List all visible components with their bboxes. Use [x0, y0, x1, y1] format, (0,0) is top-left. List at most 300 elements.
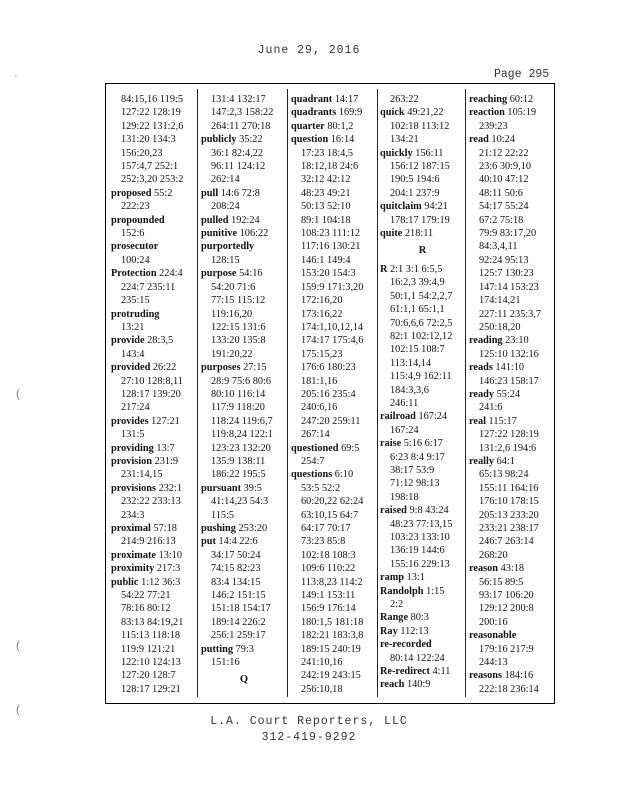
reference-continuation: 146:1 149:4 [301, 254, 351, 266]
page-line-reference: 43:18 [500, 563, 525, 575]
index-entry [111, 415, 197, 428]
index-entry [380, 263, 465, 276]
reference-continuation: 176:6 180:23 [301, 362, 356, 374]
page-line-reference: 4:11 [432, 666, 451, 678]
index-entry [201, 133, 287, 146]
reference-continuation: 231:14,15 [121, 469, 163, 481]
margin-mark: ( [16, 640, 20, 652]
page-line-reference: 169:9 [338, 107, 363, 119]
index-term: put [201, 536, 216, 548]
index-entry [201, 361, 287, 374]
reference-continuation: 191:20,22 [211, 348, 253, 360]
reference-continuation: 83:4 134:15 [211, 576, 261, 588]
reference-continuation: 143:4 [121, 348, 145, 360]
index-term: putting [201, 643, 234, 655]
page-line-reference: 16:14 [330, 134, 355, 146]
index-term: Range [380, 612, 409, 624]
reference-continuation: 247:20 259:11 [301, 415, 361, 427]
reference-continuation: 173:16,22 [301, 308, 343, 320]
index-term: quitclaim [380, 201, 422, 213]
reference-continuation: 48:23 49:21 [301, 187, 351, 199]
index-term: proximate [111, 549, 156, 561]
index-term: provision [111, 455, 153, 467]
reference-continuation: 235:15 [121, 295, 150, 307]
index-term: reasonable [469, 630, 517, 642]
reference-continuation: 125:7 130:23 [479, 268, 534, 280]
reference-continuation: 250:18,20 [479, 321, 521, 333]
page-line-reference: 232:1 [158, 482, 183, 494]
reference-continuation: 119:9 121:21 [121, 643, 176, 655]
index-term: propounded [111, 214, 165, 226]
index-entry [380, 106, 465, 119]
reference-continuation: 84:15,16 119:5 [121, 94, 183, 105]
reference-continuation: 239:23 [479, 120, 508, 132]
index-entry [469, 106, 554, 119]
index-term: purpose [201, 268, 237, 280]
index-term: pull [201, 187, 219, 199]
page-line-reference: 80:1,2 [327, 120, 354, 132]
index-entry [111, 240, 197, 253]
index-term: real [469, 415, 486, 427]
page-line-reference: 14:4 22:6 [218, 536, 258, 548]
reference-continuation: 224:7 235:11 [121, 281, 176, 293]
reference-continuation: 222:18 236:14 [479, 683, 539, 693]
reference-continuation: 190:5 194:6 [390, 174, 440, 186]
reference-continuation: 60:20,22 62:24 [301, 496, 364, 508]
index-entry [380, 665, 465, 678]
reference-continuation: 6:23 8:4 9:17 [390, 451, 445, 463]
reference-continuation: 119:8,24 122:1 [211, 429, 273, 441]
reference-continuation: 204:1 237:9 [390, 187, 440, 199]
reference-continuation: 264:11 270:18 [211, 120, 271, 132]
index-entry [111, 522, 197, 535]
page-line-reference: 14:6 72:8 [220, 187, 260, 199]
reference-continuation: 205:16 235:4 [301, 388, 356, 400]
index-entry [201, 535, 287, 548]
index-term: prosecutor [111, 241, 159, 253]
reference-continuation: 151:18 154:17 [211, 603, 271, 615]
section-letter: Q [239, 674, 249, 686]
reference-continuation: 122:15 131:6 [211, 321, 266, 333]
page-date-header: June 29, 2016 [257, 44, 361, 57]
reference-continuation: 129:12 200:8 [479, 603, 534, 615]
index-entry [111, 576, 197, 589]
page-line-reference: 69:5 [341, 442, 360, 454]
reference-continuation: 234:3 [121, 509, 145, 521]
page-line-reference: 64:1 [496, 455, 515, 467]
index-term: provide [111, 335, 145, 347]
index-term: Protection [111, 268, 157, 280]
index-term: providing [111, 442, 154, 454]
index-entry [201, 214, 287, 227]
reference-continuation: 21:12 22:22 [479, 147, 529, 159]
reference-continuation: 217:24 [121, 402, 150, 414]
reference-continuation: 32:12 42:12 [301, 174, 351, 186]
reference-continuation: 63:10,15 64:7 [301, 509, 359, 521]
reference-continuation: 80:14 122:24 [390, 652, 445, 664]
index-term: raised [380, 505, 407, 517]
index-entry [291, 133, 377, 146]
index-entry [111, 482, 197, 495]
index-term: quick [380, 107, 405, 119]
page-line-reference: 105:19 [507, 107, 537, 119]
reference-continuation: 48:11 50:6 [479, 187, 523, 199]
reference-continuation: 178:17 179:19 [390, 214, 450, 226]
reference-continuation: 96:11 124:12 [211, 161, 266, 173]
page-line-reference: 55:2 [154, 187, 173, 199]
index-term: reason [469, 563, 498, 575]
reference-continuation: 200:16 [479, 616, 508, 628]
index-entry [291, 106, 377, 119]
reference-continuation: 50:13 52:10 [301, 201, 351, 213]
page-line-reference: 192:24 [231, 214, 260, 226]
page-line-reference: 9:8 43:24 [409, 505, 449, 517]
reference-continuation: 131:2,6 194:6 [479, 442, 537, 454]
reference-continuation: 103:23 133:10 [390, 532, 450, 543]
index-entry [291, 468, 377, 481]
page-line-reference: 156:11 [415, 147, 444, 159]
reference-continuation: 102:15 108:7 [390, 344, 445, 356]
index-entry [201, 240, 287, 253]
index-term: reading [469, 335, 503, 347]
reference-continuation: 102:18 113:12 [390, 120, 450, 132]
index-term: provided [111, 362, 151, 374]
index-term: pushing [201, 523, 236, 534]
index-term: pursuant [201, 482, 242, 494]
reference-continuation: 136:19 144:6 [390, 545, 445, 557]
index-entry [291, 442, 377, 455]
page-line-reference: 60:12 [509, 94, 534, 105]
reference-continuation: 208:24 [211, 201, 240, 213]
reference-continuation: 127:22 128:19 [121, 107, 181, 119]
index-term: raise [380, 438, 402, 450]
index-term: reads [469, 362, 493, 374]
reference-continuation: 156:12 187:15 [390, 161, 450, 173]
reference-continuation: 131:4 132:17 [211, 94, 266, 105]
reference-continuation: 214:9 216:13 [121, 536, 176, 548]
index-term: railroad [380, 411, 416, 423]
reference-continuation: 263:22 [390, 94, 419, 105]
reference-continuation: 128:15 [211, 254, 240, 266]
index-term: reach [380, 679, 405, 691]
reference-continuation: 198:18 [390, 491, 419, 503]
page-line-reference: 115:17 [488, 415, 517, 427]
reference-continuation: 70:6,6,6 72:2,5 [390, 317, 453, 329]
column-divider [287, 89, 288, 697]
index-entry [380, 585, 465, 598]
reference-continuation: 147:2,3 158:22 [211, 107, 274, 119]
index-entry [380, 200, 465, 213]
index-entry [469, 388, 554, 401]
index-entry [201, 482, 287, 495]
page-line-reference: 10:24 [491, 134, 515, 146]
reference-continuation: 155:11 164:16 [479, 482, 539, 494]
reference-continuation: 109:6 110:22 [301, 563, 356, 575]
reference-continuation: 48:23 77:13,15 [390, 518, 453, 530]
index-entry [111, 267, 197, 280]
reference-continuation: 123:23 132:20 [211, 442, 271, 454]
reference-continuation: 115:5 [211, 509, 235, 521]
reference-continuation: 108:23 111:12 [301, 228, 361, 240]
reference-continuation: 131:20 134:3 [121, 134, 176, 146]
index-term: questioned [291, 442, 339, 454]
index-term: quickly [380, 147, 413, 159]
page-line-reference: 140:9 [406, 679, 431, 691]
index-entry [469, 455, 554, 468]
index-entry [380, 437, 465, 450]
page-line-reference: 141:10 [495, 362, 525, 374]
reference-continuation: 189:14 226:2 [211, 616, 266, 628]
index-entry [380, 147, 465, 160]
reference-continuation: 180:1,5 181:18 [301, 616, 364, 628]
reference-continuation: 135:9 138:11 [211, 455, 266, 467]
reference-continuation: 155:16 229:13 [390, 558, 450, 570]
reference-continuation: 167:24 [390, 424, 419, 436]
page-line-reference: 94:21 [424, 201, 448, 213]
reference-continuation: 122:10 124:13 [121, 657, 181, 669]
index-term: read [469, 134, 489, 146]
reference-continuation: 89:1 104:18 [301, 214, 351, 226]
reference-continuation: 117:9 118:20 [211, 402, 265, 414]
reference-continuation: 175:15,23 [301, 348, 343, 360]
index-column-5 [469, 93, 554, 693]
reference-continuation: 77:15 115:12 [211, 295, 266, 307]
index-term: provides [111, 415, 149, 427]
reference-continuation: 71:12 98:13 [390, 478, 440, 490]
index-entry [380, 638, 465, 651]
reference-continuation: 156:9 176:14 [301, 603, 356, 615]
index-entry [380, 504, 465, 517]
reference-continuation: 2:2 [390, 599, 404, 611]
page-line-reference: 253:20 [238, 523, 268, 534]
reference-continuation: 172:16,20 [301, 295, 343, 307]
reference-continuation: 134:21 [390, 134, 419, 146]
reference-continuation: 113:8,23 114:2 [301, 576, 363, 588]
index-term: purportedly [201, 241, 255, 253]
page-line-reference: 1:15 [426, 585, 445, 597]
page-line-reference: 57:18 [153, 523, 177, 534]
reference-continuation: 115:4,9 162:11 [390, 371, 452, 383]
reference-continuation: 129:22 131:2,6 [121, 120, 184, 132]
index-entry [111, 442, 197, 455]
reference-continuation: 267:14 [301, 429, 330, 441]
footer-phone: 312-419-9292 [261, 731, 357, 744]
reference-continuation: 34:17 50:24 [211, 549, 261, 561]
column-divider [197, 89, 198, 697]
reference-continuation: 74:15 82:23 [211, 563, 261, 575]
reference-continuation: 174:1,10,12,14 [301, 321, 364, 333]
page-line-reference: 13:10 [158, 549, 183, 561]
index-entry [111, 361, 197, 374]
index-column-3 [291, 93, 377, 693]
index-entry [201, 267, 287, 280]
index-entry [201, 187, 287, 200]
index-term: quite [380, 228, 403, 240]
reference-continuation: 232:22 233:13 [121, 496, 181, 508]
reference-continuation: 65:13 98:24 [479, 469, 529, 481]
reference-continuation: 13:21 [121, 321, 145, 333]
index-term: pulled [201, 214, 229, 226]
reference-continuation: 93:17 106:20 [479, 590, 534, 602]
reference-continuation: 84:3,4,11 [479, 241, 518, 253]
index-column-4 [380, 93, 465, 693]
page-line-reference: 5:16 6:17 [403, 438, 443, 450]
reference-continuation: 181:1,16 [301, 375, 338, 387]
index-term: questions [291, 469, 333, 481]
index-column-1 [111, 93, 197, 693]
index-entry [469, 669, 554, 682]
page-line-reference: 106:22 [239, 228, 269, 240]
index-term: reaction [469, 107, 505, 119]
reference-continuation: 240:6,16 [301, 402, 338, 414]
reference-continuation: 73:23 85:8 [301, 536, 346, 548]
index-entry [380, 410, 465, 423]
reference-continuation: 67:2 75:18 [479, 214, 524, 226]
margin-mark: · [14, 70, 18, 82]
reference-continuation: 156:20,23 [121, 147, 163, 159]
reference-continuation: 61:1,1 65:1,1 [390, 304, 445, 316]
reference-continuation: 38:17 53:9 [390, 464, 435, 476]
reference-continuation: 54:20 71:6 [211, 281, 256, 293]
reference-continuation: 246:7 263:14 [479, 536, 534, 548]
page-line-reference: 26:22 [152, 362, 177, 374]
reference-continuation: 53:5 52:2 [301, 482, 341, 494]
index-entry [201, 643, 287, 656]
page-line-reference: 218:11 [404, 228, 434, 240]
reference-continuation: 127:20 128:7 [121, 670, 176, 682]
reference-continuation: 23:6 30:9,10 [479, 161, 532, 173]
index-entry [469, 133, 554, 146]
page-line-reference: 127:21 [151, 415, 180, 427]
reference-continuation: 151:16 [211, 657, 240, 669]
page-line-reference: 79:3 [235, 643, 254, 655]
reference-continuation: 189:15 240:19 [301, 643, 361, 655]
reference-continuation: 241:10,16 [301, 657, 343, 669]
reference-continuation: 113:14,14 [390, 357, 432, 369]
page-line-reference: 1:12 36:3 [141, 576, 181, 588]
index-term: R [380, 263, 388, 275]
reference-continuation: 17:23 18:4,5 [301, 147, 354, 159]
index-entry [201, 227, 287, 240]
page-line-reference: 231:9 [154, 455, 179, 467]
index-entry [380, 571, 465, 584]
reference-continuation: 79:9 83:17,20 [479, 228, 537, 240]
reference-continuation: 244:13 [479, 657, 508, 669]
reference-continuation: 64:17 70:17 [301, 523, 351, 534]
index-term: quadrant [291, 94, 333, 105]
page-line-reference: 55:24 [496, 388, 521, 400]
reference-continuation: 222:23 [121, 201, 150, 213]
index-term: really [469, 455, 494, 467]
page-line-reference: 39:5 [243, 482, 262, 494]
index-entry [111, 308, 197, 321]
page-line-reference: 54:16 [239, 268, 263, 280]
index-term: proximity [111, 563, 155, 575]
reference-continuation: 78:16 80:12 [121, 603, 171, 615]
index-entry [111, 334, 197, 347]
reference-continuation: 176:10 178:15 [479, 496, 539, 508]
reference-continuation: 174:14,21 [479, 295, 521, 307]
reference-continuation: 36:1 82:4,22 [211, 147, 264, 159]
reference-continuation: 80:10 116:14 [211, 388, 266, 400]
index-term: publicly [201, 134, 237, 146]
reference-continuation: 133:20 135:8 [211, 335, 266, 347]
reference-continuation: 100:24 [121, 254, 150, 266]
reference-continuation: 40:10 47:12 [479, 174, 529, 186]
reference-continuation: 152:6 [121, 228, 145, 240]
index-term: punitive [201, 228, 238, 240]
reference-continuation: 54:17 55:24 [479, 201, 529, 213]
column-divider [465, 89, 466, 697]
reference-continuation: 131:5 [121, 429, 145, 441]
page-line-reference: 14:17 [334, 94, 359, 105]
reference-continuation: 92:24 95:13 [479, 254, 529, 266]
reference-continuation: 184:3,3,6 [390, 384, 429, 396]
column-divider [377, 89, 378, 697]
page-line-reference: 35:22 [239, 134, 263, 146]
page-line-reference: 13:7 [156, 442, 175, 454]
reference-continuation: 205:13 233:20 [479, 509, 539, 521]
index-term: reasons [469, 670, 502, 682]
reference-continuation: 50:1,1 54:2,2,7 [390, 290, 453, 302]
index-entry [111, 562, 197, 575]
reference-continuation: 242:19 243:15 [301, 670, 361, 682]
reference-continuation: 102:18 108:3 [301, 549, 356, 561]
index-entry [469, 334, 554, 347]
page-line-reference: 6:10 [334, 469, 354, 481]
reference-continuation: 16:2,3 39:4,9 [390, 277, 445, 289]
reference-continuation: 146:23 158:17 [479, 375, 539, 387]
index-term: purposes [201, 362, 241, 374]
index-term: ready [469, 388, 494, 400]
reference-continuation: 54:22 77:21 [121, 590, 171, 602]
index-term: Randolph [380, 585, 424, 597]
reference-continuation: 153:20 154:3 [301, 268, 356, 280]
reference-continuation: 157:4,7 252:1 [121, 161, 179, 173]
index-entry [111, 214, 197, 227]
page-line-reference: 80:3 [410, 612, 429, 624]
index-entry [111, 455, 197, 468]
reference-continuation: 118:24 119:6,7 [211, 415, 273, 427]
page-line-reference: 13:1 [406, 572, 425, 584]
reference-continuation: 262:14 [211, 174, 240, 186]
page-line-reference: 23:10 [505, 335, 529, 347]
reference-continuation: 252:3,20 253:2 [121, 174, 184, 186]
index-entry [111, 187, 197, 200]
reference-continuation: 18:12,18 24:6 [301, 161, 359, 173]
reference-continuation: 159:9 171:3,20 [301, 281, 364, 293]
page-line-reference: 27:15 [243, 362, 267, 374]
reference-continuation: 227:11 235:3,7 [479, 308, 541, 320]
page-line-reference: 224:4 [159, 268, 183, 280]
reference-continuation: 146:2 151:15 [211, 590, 266, 602]
reference-continuation: 149:1 153:11 [301, 590, 356, 602]
index-entry [380, 678, 465, 691]
index-entry [469, 415, 554, 428]
index-term: public [111, 576, 139, 588]
reference-continuation: 27:10 128:8,11 [121, 375, 183, 387]
reference-continuation: 125:10 132:16 [479, 348, 539, 360]
page-line-reference: 184:16 [504, 670, 534, 682]
page-number: Page 295 [494, 68, 550, 81]
index-term: reaching [469, 94, 508, 105]
index-entry [380, 227, 465, 240]
reference-continuation: 82:1 102:12,12 [390, 330, 453, 342]
index-entry [380, 611, 465, 624]
page-line-reference: 2:1 3:1 6:5,5 [390, 263, 443, 275]
index-term: quadrants [291, 107, 337, 119]
index-entry [291, 93, 377, 106]
